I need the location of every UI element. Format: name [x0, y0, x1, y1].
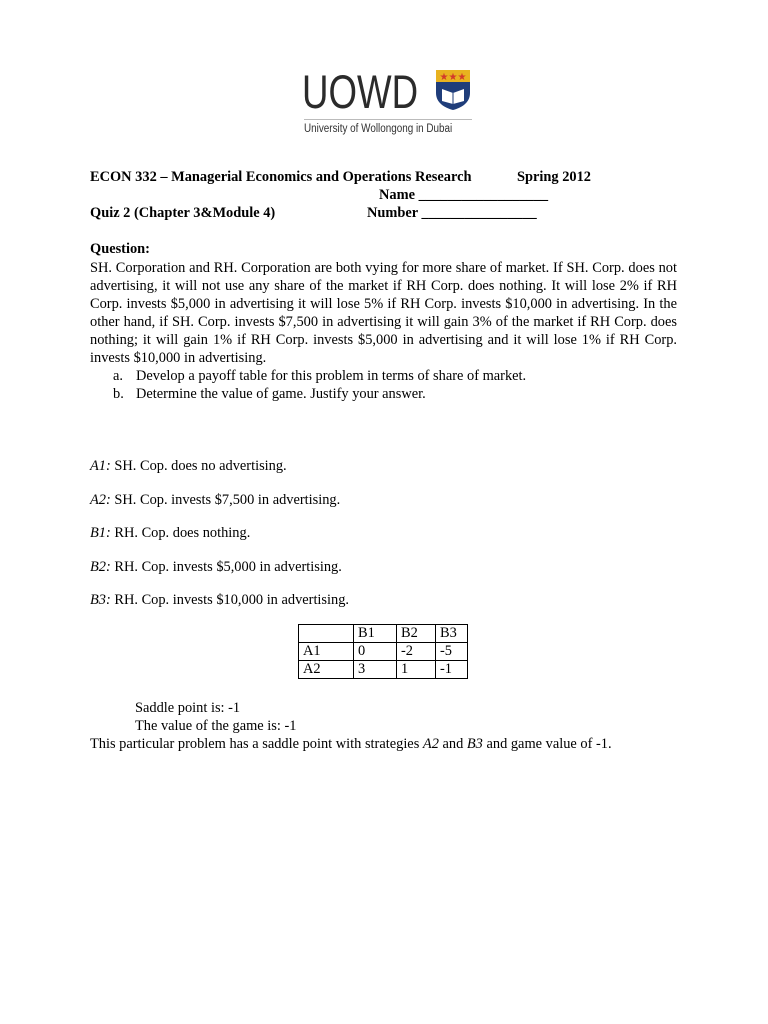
table-row-label: A1	[299, 643, 354, 661]
number-blank: ________________	[421, 205, 537, 221]
strategy-label: B2:	[90, 558, 111, 575]
strategy-item	[90, 491, 349, 509]
strategy-text: SH. Cop. does no advertising.	[110, 458, 287, 474]
logo-wordmark: UOWD	[302, 65, 419, 118]
game-value-text: The value of the game is: -1	[135, 718, 297, 734]
list-item	[90, 385, 677, 403]
question-body: SH. Corporation and RH. Corporation are both vying for more share of market. If SH. Corp. does not advertising, it will not use any share of the market if RH Corp. does nothing. It will lose 2% if RH Corp. invests $5,000 in advertising it will lose 5% if RH Corp. invests $10,000 in advertising. In the other hand, if SH. Corp. invests $7,500 in advertising it will gain 3% of the market if RH Corp. does nothing; it will gain 1% if RH Corp. invests $5,000 in advertising and it will lose 1% if RH Corp. invests $10,000 in advertising.	[90, 260, 677, 366]
number-field	[367, 204, 537, 222]
table-header-row	[299, 625, 468, 643]
name-label: Name	[379, 187, 415, 203]
conclusion-post: and game value of -1.	[482, 736, 612, 752]
list-text: Determine the value of game. Justify your answer.	[136, 386, 426, 402]
table-header-cell: B2	[397, 625, 436, 643]
table-header-cell: B1	[354, 625, 397, 643]
strategy-label: B3:	[90, 592, 111, 608]
name-blank: __________________	[418, 187, 549, 203]
strategy-item	[90, 591, 349, 609]
conclusion-and: and	[438, 736, 467, 752]
strategy-text: RH. Cop. does nothing.	[110, 525, 251, 541]
strategy-text: RH. Cop. invests $10,000 in advertising.	[110, 592, 350, 608]
table-cell: -1	[436, 661, 468, 679]
table-row	[299, 643, 468, 661]
name-field	[379, 186, 548, 204]
list-item	[90, 367, 677, 385]
strategy-text: RH. Cop. invests $5,000 in advertising.	[110, 558, 342, 575]
number-label: Number	[367, 205, 418, 221]
saddle-point-text: Saddle point is: -1	[135, 700, 241, 716]
table-cell: -5	[436, 643, 468, 661]
table-cell: -2	[397, 643, 436, 661]
strategy-item	[90, 558, 349, 576]
list-text: Develop a payoff table for this problem in terms of share of market.	[136, 368, 527, 384]
strategy-b: B3	[466, 736, 483, 752]
term: Spring 2012	[517, 169, 591, 185]
results	[90, 699, 612, 753]
question-heading: Question:	[90, 241, 150, 257]
table-row	[299, 661, 468, 679]
table-cell: 3	[354, 661, 397, 679]
strategy-item	[90, 524, 349, 542]
conclusion-text	[90, 735, 612, 753]
conclusion-pre: This particular problem has a saddle point with strategies	[90, 736, 423, 752]
payoff-table	[298, 624, 468, 679]
logo-divider	[304, 119, 472, 120]
list-marker: a.	[113, 368, 123, 384]
strategy-definitions	[90, 457, 349, 625]
table-row-label: A2	[299, 661, 354, 679]
table-cell: 1	[397, 661, 436, 679]
strategy-a: A2	[422, 736, 439, 752]
course-title: ECON 332 – Managerial Economics and Operations Research	[90, 169, 472, 185]
list-marker: b.	[113, 386, 124, 402]
quiz-title: Quiz 2 (Chapter 3&Module 4)	[90, 205, 276, 221]
table-cell	[299, 625, 354, 643]
strategy-label: A2:	[90, 491, 111, 508]
university-crest-icon	[435, 69, 471, 111]
strategy-text: SH. Cop. invests $7,500 in advertising.	[110, 491, 341, 508]
logo-tagline: University of Wollongong in Dubai	[304, 123, 453, 135]
strategy-label: A1:	[90, 458, 111, 474]
table-header-cell: B3	[436, 625, 468, 643]
uowd-logo	[302, 67, 474, 141]
strategy-item	[90, 457, 349, 475]
question-parts	[90, 367, 677, 403]
svg-text:★★★: ★★★	[439, 72, 467, 83]
table-cell: 0	[354, 643, 397, 661]
strategy-label: B1:	[90, 525, 111, 541]
